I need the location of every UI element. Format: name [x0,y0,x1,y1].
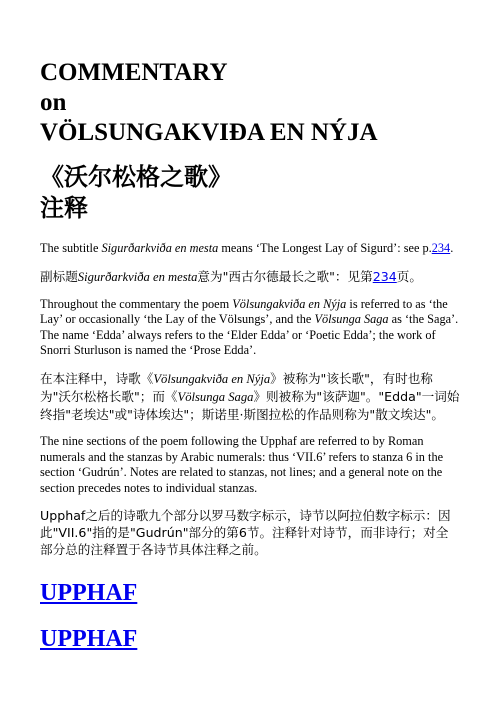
text: 在本注释中，诗歌《 [40,370,154,386]
english-title-line-3: VÖLSUNGAKVIÐA EN NÝJA [40,119,378,146]
naming-paragraph-en [40,297,460,359]
section-heading-upphaf-zh [40,624,137,654]
upphaf-link[interactable]: UPPHAF [40,626,138,652]
upphaf-link[interactable]: UPPHAF [40,580,138,606]
page-link-234[interactable]: 234 [431,241,451,255]
english-title [40,58,460,148]
english-title-line-1: COMMENTARY [40,59,228,86]
subtitle-italic: Sigurðarkviða en mesta [101,241,219,255]
text: 副标题 [40,268,78,284]
text: . [450,241,454,255]
poem-title-italic: Völsungakviða en Nýja [232,296,347,311]
english-title-line-2: on [40,89,67,116]
text: 》被称为"该长歌"，有时也称为"沃尔松格长歌"；而《 [40,370,433,404]
naming-paragraph-zh [40,370,460,423]
text: The subtitle [40,241,102,255]
text: 》则被称为"该萨迦"。"Edda"一词始终指"老埃达"或"诗体埃达"；斯诺里·斯图拉松的作品则称为"散文埃达"。 [40,388,460,422]
poem-title-italic: Völsungakviða en Nýja [153,371,271,386]
text: 页。 [396,268,422,284]
page-link-234[interactable]: 234 [372,268,397,284]
numbering-paragraph-en: The nine sections of the poem following the Upphaf are referred to by Roman numerals and the stanzas by Arabic numerals: thus ‘VII.6’ refers to stanza 6 in the section ‘Gudrún’. Notes are related to stanzas, not lines; and a general note on the section precedes notes to individual stanzas. [40,433,444,495]
text: means ‘The Longest Lay of Sigurd’: see p. [218,241,432,255]
chinese-title-line-1: 《沃尔松格之歌》 [40,163,232,191]
text: as ‘the Saga’. The name ‘Edda’ always refers to the ‘Elder Edda’ or ‘Poetic Edda’; the work of Snorri Sturluson is named the ‘Prose Edda’. [40,312,459,358]
text: Throughout the commentary the poem [40,296,233,311]
subtitle-italic: Sigurðarkviða en mesta [77,269,198,284]
saga-title-italic: Völsunga Saga [177,389,254,404]
text: 意为"西古尔德最长之歌"：见第 [197,268,373,284]
chinese-title-line-2: 注释 [40,194,88,222]
chinese-title [40,162,460,224]
text: is referred to as ‘the Lay’ or occasionally ‘the Lay of the Völsungs’, and the [40,296,448,327]
document-body [40,58,460,569]
numbering-paragraph-zh: Upphaf之后的诗歌九个部分以罗马数字标示，诗节以阿拉伯数字标示：因此"VII.6"指的是"Gudrún"部分的第6节。注释针对诗节，而非诗行；对全部分总的注释置于各诗节具体注释之前。 [40,508,451,558]
subtitle-paragraph-en [40,241,460,257]
section-heading-upphaf [40,578,137,608]
saga-title-italic: Völsunga Saga [314,312,389,327]
subtitle-paragraph-zh [40,268,460,286]
